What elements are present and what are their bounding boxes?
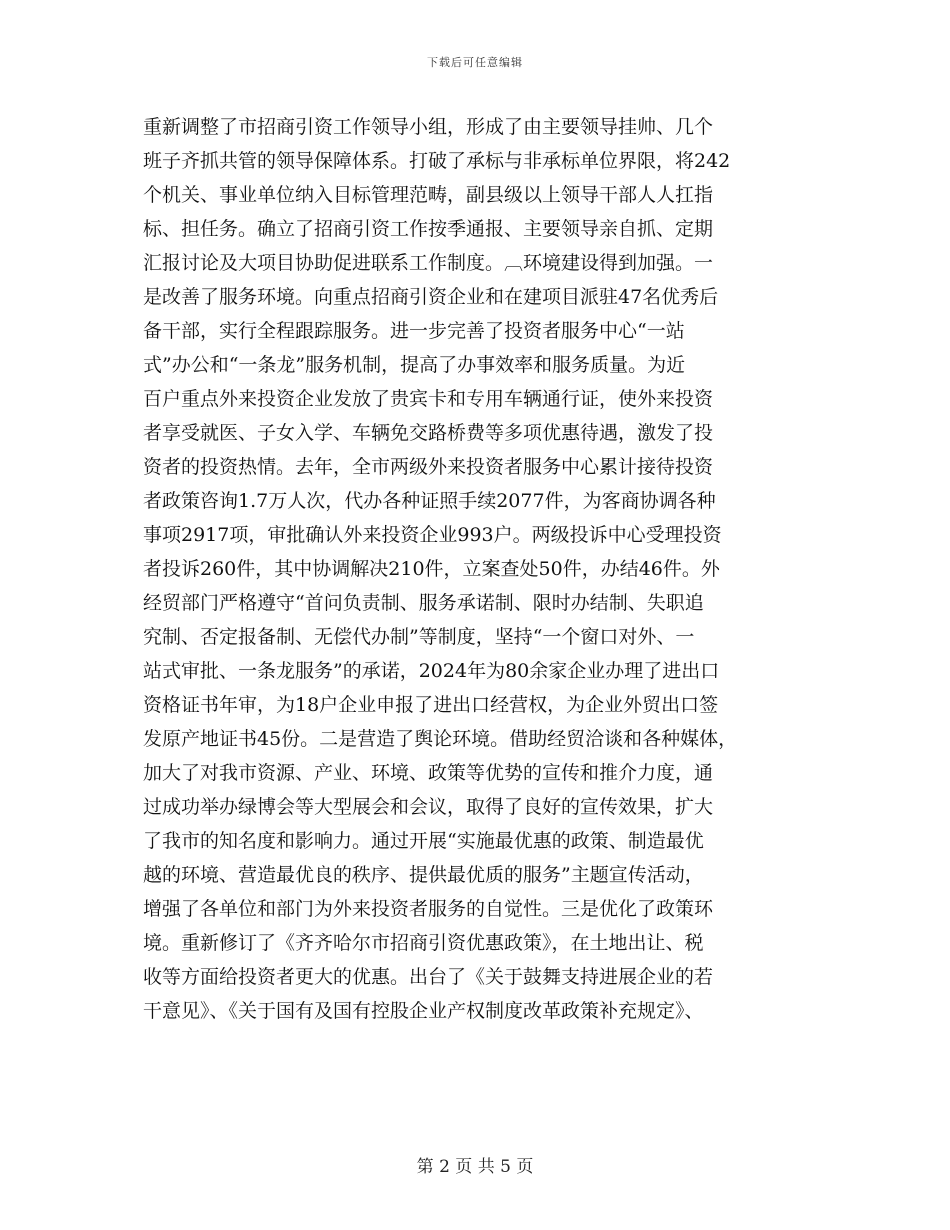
text-line: 是改善了服务环境。向重点招商引资企业和在建项目派驻47名优秀后 bbox=[143, 286, 719, 308]
text-line: 者享受就医、子女入学、车辆免交路桥费等多项优惠待遇，激发了投 bbox=[143, 422, 714, 444]
text-line: 重新调整了市招商引资工作领导小组，形成了由主要领导挂帅、几个 bbox=[143, 116, 714, 138]
page-header: 下载后可任意编辑 bbox=[427, 56, 523, 69]
text-line: 资者的投资热情。去年，全市两级外来投资者服务中心累计接待投资 bbox=[143, 456, 714, 478]
text-line: 百户重点外来投资企业发放了贵宾卡和专用车辆通行证，使外来投资 bbox=[143, 388, 714, 410]
text-line: 标、担任务。确立了招商引资工作按季通报、主要领导亲自抓、定期 bbox=[143, 218, 714, 240]
text-line: 过成功举办绿博会等大型展会和会议，取得了良好的宣传效果，扩大 bbox=[143, 796, 714, 818]
text-line: 者投诉260件，其中协调解决210件，立案查处50件，办结46件。外 bbox=[143, 558, 720, 580]
page-number-footer: 第 2 页 共 5 页 bbox=[416, 1157, 534, 1177]
text-line: 究制、否定报备制、无偿代办制”等制度，坚持“一个窗口对外、一 bbox=[143, 626, 695, 648]
text-line: 资格证书年审，为18户企业申报了进出口经营权，为企业外贸出口签 bbox=[143, 694, 719, 716]
text-line: 式”办公和“一条龙”服务机制，提高了办事效率和服务质量。为近 bbox=[143, 354, 686, 376]
text-line: 汇报讨论及大项目协助促进联系工作制度。︹环境建设得到加强。一 bbox=[143, 252, 714, 274]
text-line: 干意见》、《关于国有及国有控股企业产权制度改革政策补充规定》、 bbox=[143, 1000, 704, 1022]
text-line: 加大了对我市资源、产业、环境、政策等优势的宣传和推介力度，通 bbox=[143, 762, 714, 784]
text-line: 了我市的知名度和影响力。通过开展“实施最优惠的政策、制造最优 bbox=[143, 830, 704, 852]
text-line: 境。重新修订了《齐齐哈尔市招商引资优惠政策》，在土地出让、税 bbox=[143, 932, 704, 954]
text-line: 增强了各单位和部门为外来投资者服务的自觉性。三是优化了政策环 bbox=[143, 898, 714, 920]
text-line: 事项2917项，审批确认外来投资企业993户。两级投诉中心受理投资 bbox=[143, 524, 722, 546]
text-line: 经贸部门严格遵守“首问负责制、服务承诺制、限时办结制、失职追 bbox=[143, 592, 704, 614]
text-line: 班子齐抓共管的领导保障体系。打破了承标与非承标单位界限，将242 bbox=[143, 150, 731, 172]
text-line: 收等方面给投资者更大的优惠。出台了《关于鼓舞支持进展企业的若 bbox=[143, 966, 714, 988]
text-line: 备干部，实行全程跟踪服务。进一步完善了投资者服务中心“一站 bbox=[143, 320, 685, 342]
text-line: 发原产地证书45份。二是营造了舆论环境。借助经贸洽谈和各种媒体， bbox=[143, 728, 738, 750]
text-line: 个机关、事业单位纳入目标管理范畴，副县级以上领导干部人人扛指 bbox=[143, 184, 714, 206]
text-line: 越的环境、营造最优良的秩序、提供最优质的服务”主题宣传活动， bbox=[143, 864, 704, 886]
text-line: 站式审批、一条龙服务”的承诺，2024年为80余家企业办理了进出口 bbox=[143, 660, 720, 682]
text-line: 者政策咨询1.7万人次，代办各种证照手续2077件，为客商协调各种 bbox=[143, 490, 716, 512]
body-text bbox=[143, 110, 813, 1028]
